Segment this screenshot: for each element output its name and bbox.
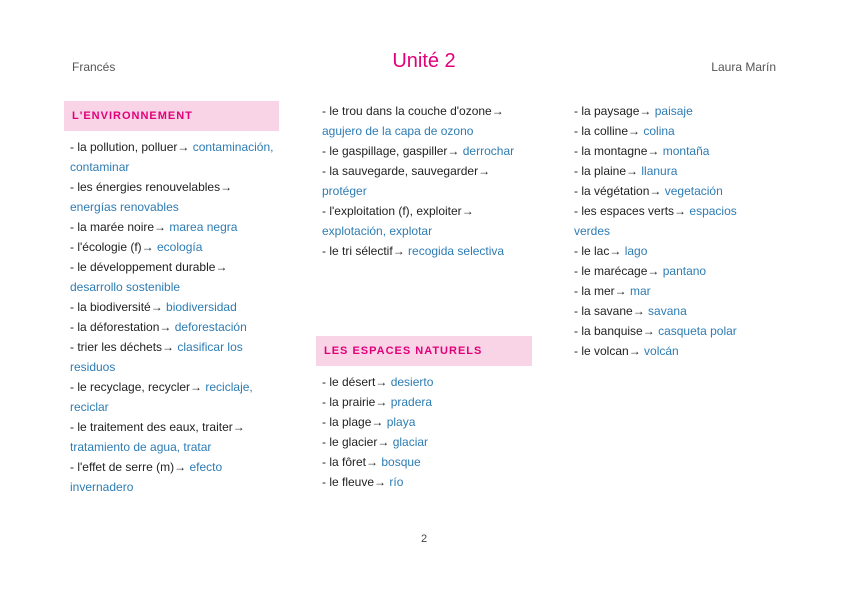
arrow-icon: → — [647, 144, 660, 158]
vocab-item — [70, 337, 280, 377]
arrow-icon: → — [478, 164, 491, 178]
arrow-icon: → — [674, 204, 687, 218]
spanish-translation: explotación, explotar — [322, 224, 433, 238]
arrow-icon: → — [159, 320, 172, 334]
arrow-icon: → — [628, 344, 641, 358]
arrow-icon: → — [366, 455, 379, 469]
vocab-item — [70, 317, 280, 337]
spanish-translation: volcán — [644, 344, 679, 358]
spanish-translation: bosque — [381, 455, 421, 469]
spanish-translation: ecología — [157, 240, 203, 254]
french-term: - le fleuve — [322, 475, 375, 489]
arrow-icon: → — [375, 375, 388, 389]
spanish-translation: vegetación — [664, 184, 723, 198]
vocab-item — [322, 241, 534, 261]
vocab-item — [322, 161, 534, 201]
spanish-translation: marea negra — [169, 220, 238, 234]
french-term: - trier les déchets — [70, 340, 163, 354]
french-term: - le marécage — [574, 264, 648, 278]
french-term: - le volcan — [574, 344, 629, 358]
french-term: - la colline — [574, 124, 629, 138]
french-term: - la biodiversité — [70, 300, 151, 314]
arrow-icon: → — [447, 144, 460, 158]
arrow-icon: → — [649, 184, 662, 198]
spanish-translation: deforestación — [174, 320, 247, 334]
french-term: - l'écologie (f) — [70, 240, 142, 254]
arrow-icon: → — [609, 244, 622, 258]
vocab-item — [322, 412, 534, 432]
vocab-item — [322, 392, 534, 412]
french-term: - le lac — [574, 244, 610, 258]
spanish-translation: recogida selectiva — [408, 244, 505, 258]
french-term: - le développement durable — [70, 260, 216, 274]
arrow-icon: → — [632, 304, 645, 318]
french-term: - le trou dans la couche d'ozone — [322, 104, 492, 118]
arrow-icon: → — [628, 124, 641, 138]
vocab-column-2-top — [322, 101, 534, 261]
vocab-item — [574, 261, 774, 281]
arrow-icon: → — [374, 475, 387, 489]
arrow-icon: → — [461, 204, 474, 218]
spanish-translation: desierto — [390, 375, 434, 389]
vocab-item — [70, 297, 280, 317]
french-term: - le désert — [322, 375, 376, 389]
arrow-icon: → — [177, 140, 190, 154]
section-heading-espaces-naturels: LES ESPACES NATURELS — [316, 336, 532, 366]
french-term: - le traitement des eaux, traiter — [70, 420, 233, 434]
french-term: - la plaine — [574, 164, 627, 178]
vocab-item — [70, 257, 280, 297]
spanish-translation: agujero de la capa de ozono — [322, 124, 474, 138]
vocab-item — [70, 417, 280, 457]
spanish-translation: glaciar — [392, 435, 429, 449]
vocab-item — [70, 137, 280, 177]
french-term: - la banquise — [574, 324, 643, 338]
spanish-translation: contaminación, contaminar — [70, 140, 274, 174]
vocab-item — [322, 432, 534, 452]
french-term: - la plage — [322, 415, 372, 429]
spanish-translation: pradera — [390, 395, 433, 409]
vocab-item — [574, 241, 774, 261]
french-term: - les énergies renouvelables — [70, 180, 221, 194]
spanish-translation: clasificar los residuos — [70, 340, 243, 374]
spanish-translation: paisaje — [654, 104, 693, 118]
arrow-icon: → — [639, 104, 652, 118]
arrow-icon: → — [150, 300, 163, 314]
vocab-item — [70, 457, 280, 497]
french-term: - la marée noire — [70, 220, 155, 234]
arrow-icon: → — [626, 164, 639, 178]
vocab-item — [574, 181, 774, 201]
spanish-translation: pantano — [662, 264, 707, 278]
arrow-icon: → — [392, 244, 405, 258]
spanish-translation: montaña — [662, 144, 710, 158]
arrow-icon: → — [377, 435, 390, 449]
french-term: - les espaces verts — [574, 204, 675, 218]
french-term: - la prairie — [322, 395, 376, 409]
spanish-translation: mar — [630, 284, 651, 298]
vocab-item — [574, 161, 774, 181]
arrow-icon: → — [371, 415, 384, 429]
arrow-icon: → — [232, 420, 245, 434]
vocab-column-3 — [574, 101, 774, 361]
arrow-icon: → — [190, 380, 203, 394]
french-term: - la végétation — [574, 184, 650, 198]
french-term: - la fôret — [322, 455, 367, 469]
spanish-translation: biodiversidad — [166, 300, 237, 314]
spanish-translation: espacios verdes — [574, 204, 737, 238]
spanish-translation: protéger — [322, 184, 367, 198]
arrow-icon: → — [174, 460, 187, 474]
subject-label: Francés — [72, 60, 116, 74]
arrow-icon: → — [220, 180, 233, 194]
vocab-column-2-bottom — [322, 372, 534, 492]
french-term: - la sauvegarde, sauvegarder — [322, 164, 479, 178]
vocab-item — [70, 217, 280, 237]
spanish-translation: desarrollo sostenible — [70, 280, 181, 294]
vocab-item — [322, 201, 534, 241]
vocab-item — [574, 341, 774, 361]
arrow-icon: → — [491, 104, 504, 118]
vocab-item — [574, 121, 774, 141]
vocab-item — [574, 321, 774, 341]
french-term: - le recyclage, recycler — [70, 380, 191, 394]
french-term: - la mer — [574, 284, 615, 298]
french-term: - l'exploitation (f), exploiter — [322, 204, 462, 218]
french-term: - le tri sélectif — [322, 244, 393, 258]
vocab-item — [574, 301, 774, 321]
spanish-translation: efecto invernadero — [70, 460, 223, 494]
arrow-icon: → — [642, 324, 655, 338]
spanish-translation: derrochar — [462, 144, 515, 158]
french-term: - la montagne — [574, 144, 648, 158]
arrow-icon: → — [141, 240, 154, 254]
spanish-translation: casqueta polar — [658, 324, 737, 338]
vocab-item — [574, 101, 774, 121]
spanish-translation: tratamiento de agua, tratar — [70, 440, 212, 454]
french-term: - la savane — [574, 304, 633, 318]
page-title: Unité 2 — [392, 50, 456, 72]
spanish-translation: energías renovables — [70, 200, 179, 214]
vocab-item — [574, 141, 774, 161]
arrow-icon: → — [647, 264, 660, 278]
vocab-item — [322, 372, 534, 392]
section-heading-environnement: L'ENVIRONNEMENT — [64, 101, 279, 131]
vocab-item — [574, 281, 774, 301]
french-term: - le glacier — [322, 435, 378, 449]
vocab-item — [574, 201, 774, 241]
vocab-item — [322, 141, 534, 161]
french-term: - la pollution, polluer — [70, 140, 178, 154]
spanish-translation: playa — [386, 415, 416, 429]
arrow-icon: → — [375, 395, 388, 409]
vocab-column-1 — [70, 137, 280, 497]
spanish-translation: lago — [624, 244, 648, 258]
page-number: 2 — [420, 533, 428, 545]
arrow-icon: → — [154, 220, 167, 234]
spanish-translation: reciclaje, reciclar — [70, 380, 253, 414]
vocab-item — [322, 472, 534, 492]
french-term: - l'effet de serre (m) — [70, 460, 175, 474]
vocab-item — [322, 101, 534, 141]
spanish-translation: llanura — [641, 164, 678, 178]
french-term: - la paysage — [574, 104, 640, 118]
spanish-translation: savana — [648, 304, 687, 318]
arrow-icon: → — [162, 340, 175, 354]
vocab-item — [70, 237, 280, 257]
author-name: Laura Marín — [711, 60, 776, 74]
spanish-translation: río — [389, 475, 404, 489]
french-term: - le gaspillage, gaspiller — [322, 144, 448, 158]
vocab-item — [322, 452, 534, 472]
vocab-item — [70, 177, 280, 217]
vocab-item — [70, 377, 280, 417]
arrow-icon: → — [215, 260, 228, 274]
spanish-translation: colina — [643, 124, 675, 138]
french-term: - la déforestation — [70, 320, 160, 334]
arrow-icon: → — [614, 284, 627, 298]
